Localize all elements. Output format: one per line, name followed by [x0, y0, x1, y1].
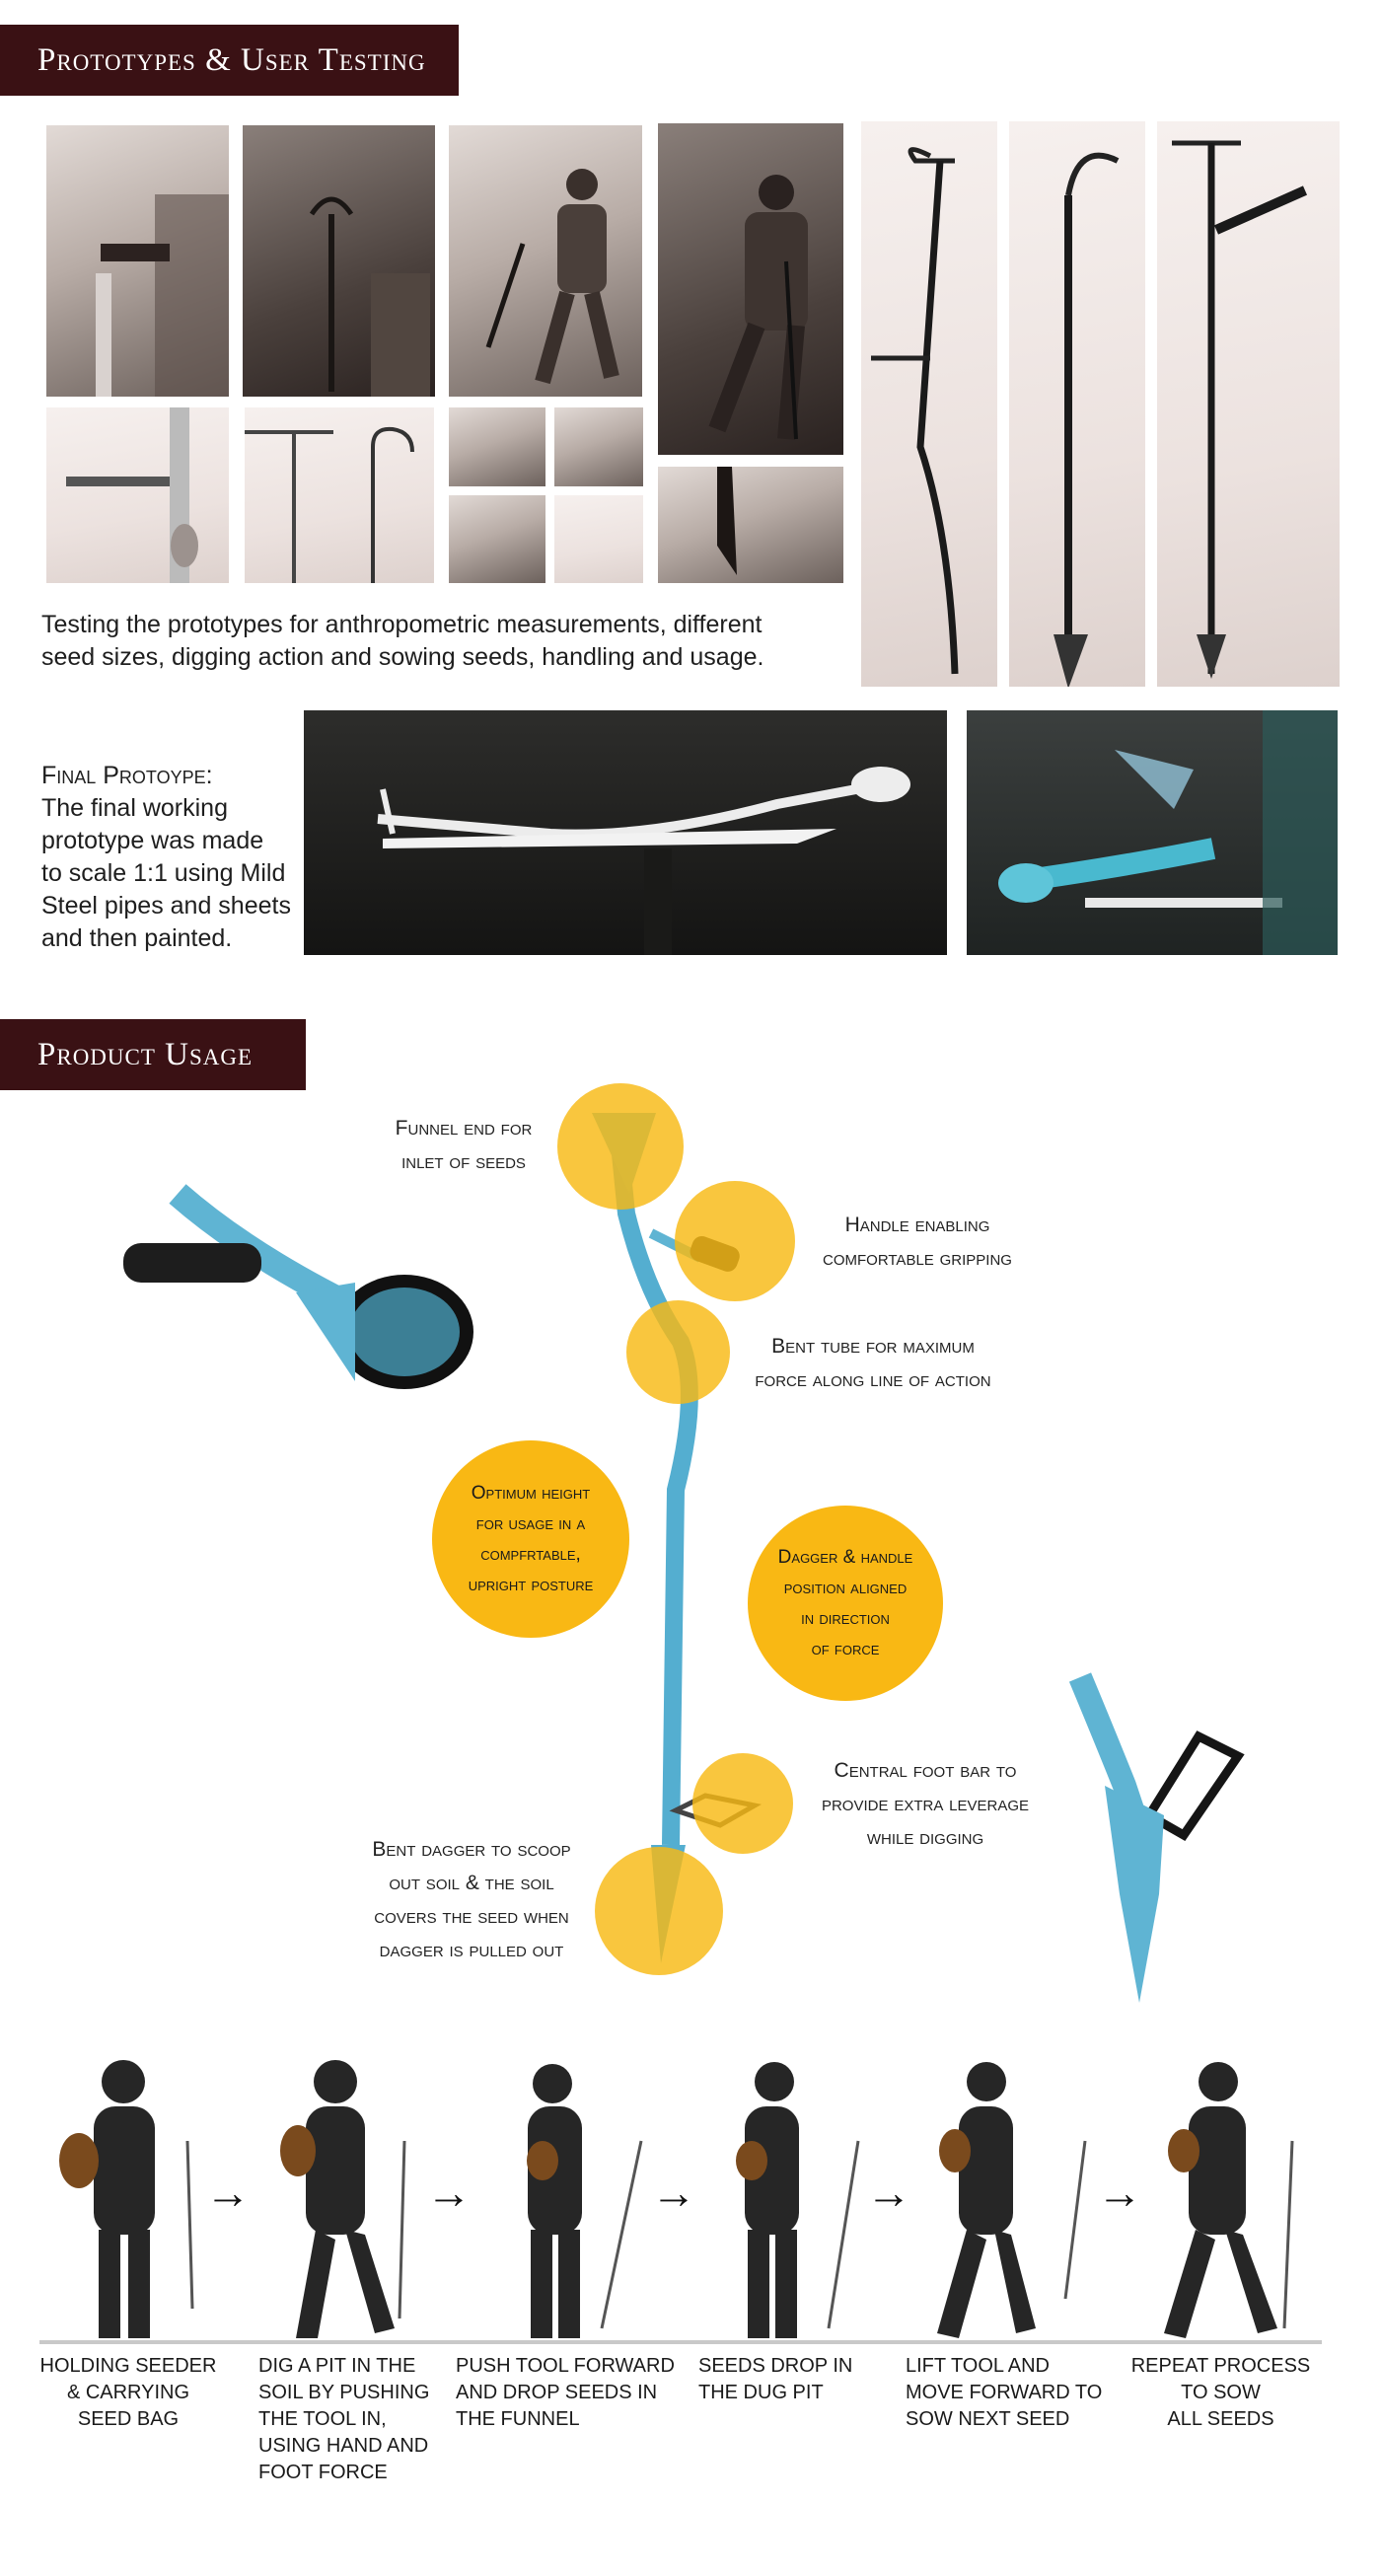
step-figure — [937, 2062, 1085, 2338]
photo-hand-seed-4 — [554, 495, 643, 583]
step-line: DIG A PIT IN THE — [258, 2355, 416, 2377]
step-line: REPEAT PROCESS — [1130, 2355, 1311, 2377]
photo-final-prototype-white — [304, 710, 947, 955]
step-line: & CARRYING — [66, 2382, 190, 2403]
final-line: prototype was made — [41, 827, 264, 854]
callout-line: covers the seed when — [374, 1905, 569, 1928]
callout-dagger — [353, 1833, 590, 1967]
callout-line: Bent dagger to scoop — [372, 1838, 571, 1861]
caption-line: Testing the prototypes for anthropometric measurements, different — [41, 611, 763, 638]
photo-hand-seed-3 — [449, 495, 545, 583]
step-line: THE FUNNEL — [456, 2408, 580, 2430]
step-line: TO SOW — [1181, 2382, 1261, 2403]
caption-line: seed sizes, digging action and sowing seeds, handling and usage. — [41, 643, 764, 671]
highlight-handle — [675, 1181, 795, 1301]
bubble-line: Optimum height — [471, 1483, 591, 1504]
section-banner-prototypes — [0, 25, 459, 96]
bubble-line: upright posture — [468, 1575, 594, 1595]
foot-bar-detail — [1065, 1667, 1263, 2013]
section-title: Product Usage — [37, 1036, 254, 1072]
step-figure — [59, 2060, 192, 2338]
bubble-line: for usage in a — [475, 1513, 586, 1534]
bubble-line: compfrtable, — [480, 1544, 581, 1565]
callout-line: provide extra leverage — [821, 1793, 1030, 1815]
callout-line: force along line of action — [755, 1368, 991, 1391]
callout-line: while digging — [866, 1826, 984, 1849]
step-line: ALL SEEDS — [1167, 2408, 1274, 2430]
ground-line — [39, 2340, 1322, 2344]
funnel-handle-detail — [109, 1184, 483, 1401]
arrow-right-icon: → — [651, 2167, 696, 2218]
photo-prototype-detail-1 — [46, 407, 229, 583]
photo-prototype-b — [1009, 121, 1145, 687]
callout-line: Handle enabling — [844, 1214, 990, 1236]
photo-dagger-in-soil — [658, 467, 843, 583]
callout-handle — [789, 1209, 1046, 1276]
step-label-1 — [39, 2353, 217, 2433]
step-figure — [1164, 2062, 1292, 2338]
callout-line: Central foot bar to — [834, 1759, 1017, 1782]
highlight-bent-tube — [626, 1300, 730, 1404]
info-bubble-optimum-height — [432, 1440, 629, 1638]
callout-line: dagger is pulled out — [379, 1939, 564, 1961]
photo-prototype-detail-2 — [245, 407, 434, 583]
prototypes-caption — [41, 609, 850, 674]
callout-line: inlet of seeds — [401, 1150, 526, 1173]
step-figure — [527, 2064, 641, 2338]
photo-hand-seed-2 — [554, 407, 643, 486]
callout-line: Bent tube for maximum — [771, 1335, 975, 1358]
photo-prototype-a — [861, 121, 997, 687]
photo-prototype-c — [1157, 121, 1340, 687]
arrow-right-icon: → — [866, 2167, 911, 2218]
info-bubble-dagger-handle — [748, 1506, 943, 1701]
final-line: and then painted. — [41, 924, 233, 952]
callout-funnel — [355, 1112, 572, 1179]
step-label-3 — [456, 2353, 678, 2433]
photo-man-walking — [449, 125, 642, 397]
step-line: LIFT TOOL AND — [906, 2355, 1050, 2377]
step-line: AND DROP SEEDS IN — [456, 2382, 658, 2403]
arrow-right-icon: → — [1097, 2167, 1142, 2218]
step-line: SOIL BY PUSHING — [258, 2382, 430, 2403]
arrow-right-icon: → — [205, 2167, 251, 2218]
arrow-right-icon: → — [426, 2167, 472, 2218]
section-title: Prototypes & User Testing — [37, 41, 426, 78]
step-line: SOW NEXT SEED — [906, 2408, 1070, 2430]
final-line: The final working — [41, 794, 228, 822]
step-figure — [280, 2060, 404, 2338]
step-line: FOOT FORCE — [258, 2462, 388, 2483]
section-banner-usage — [0, 1019, 306, 1090]
step-line: MOVE FORWARD TO — [906, 2382, 1103, 2403]
final-prototype-title: Final Protoype: — [41, 762, 213, 789]
step-label-4 — [698, 2353, 871, 2406]
highlight-funnel — [557, 1083, 684, 1210]
step-line: HOLDING SEEDER — [39, 2355, 217, 2377]
final-line: Steel pipes and sheets — [41, 892, 291, 920]
callout-foot-bar — [797, 1754, 1054, 1855]
step-label-5 — [906, 2353, 1113, 2433]
bubble-line: in direction — [801, 1608, 890, 1629]
step-line: THE DUG PIT — [698, 2382, 824, 2403]
highlight-dagger — [595, 1847, 723, 1975]
highlight-foot-bar — [692, 1753, 793, 1854]
callout-line: comfortable gripping — [823, 1247, 1012, 1270]
photo-hand-seed-1 — [449, 407, 545, 486]
bubble-line: of force — [811, 1639, 880, 1659]
step-line: USING HAND AND — [258, 2435, 429, 2457]
callout-bent-tube — [735, 1330, 1011, 1397]
photo-tool-in-soil — [243, 125, 435, 397]
photo-man-using-tool — [658, 123, 843, 455]
step-line: PUSH TOOL FORWARD — [456, 2355, 675, 2377]
photo-hand-grip — [46, 125, 229, 397]
step-label-6 — [1125, 2353, 1317, 2433]
callout-line: Funnel end for — [395, 1117, 533, 1140]
step-line: THE TOOL IN, — [258, 2408, 387, 2430]
bubble-line: Dagger & handle — [777, 1547, 913, 1568]
bubble-line: position aligned — [783, 1578, 908, 1598]
step-line: SEED BAG — [77, 2408, 180, 2430]
step-line: SEEDS DROP IN — [698, 2355, 853, 2377]
photo-final-prototype-painting — [967, 710, 1338, 955]
final-prototype-text — [41, 760, 318, 955]
step-label-2 — [258, 2353, 456, 2486]
final-line: to scale 1:1 using Mild — [41, 859, 286, 887]
step-figure — [736, 2062, 858, 2338]
callout-line: out soil & the soil — [389, 1872, 554, 1894]
